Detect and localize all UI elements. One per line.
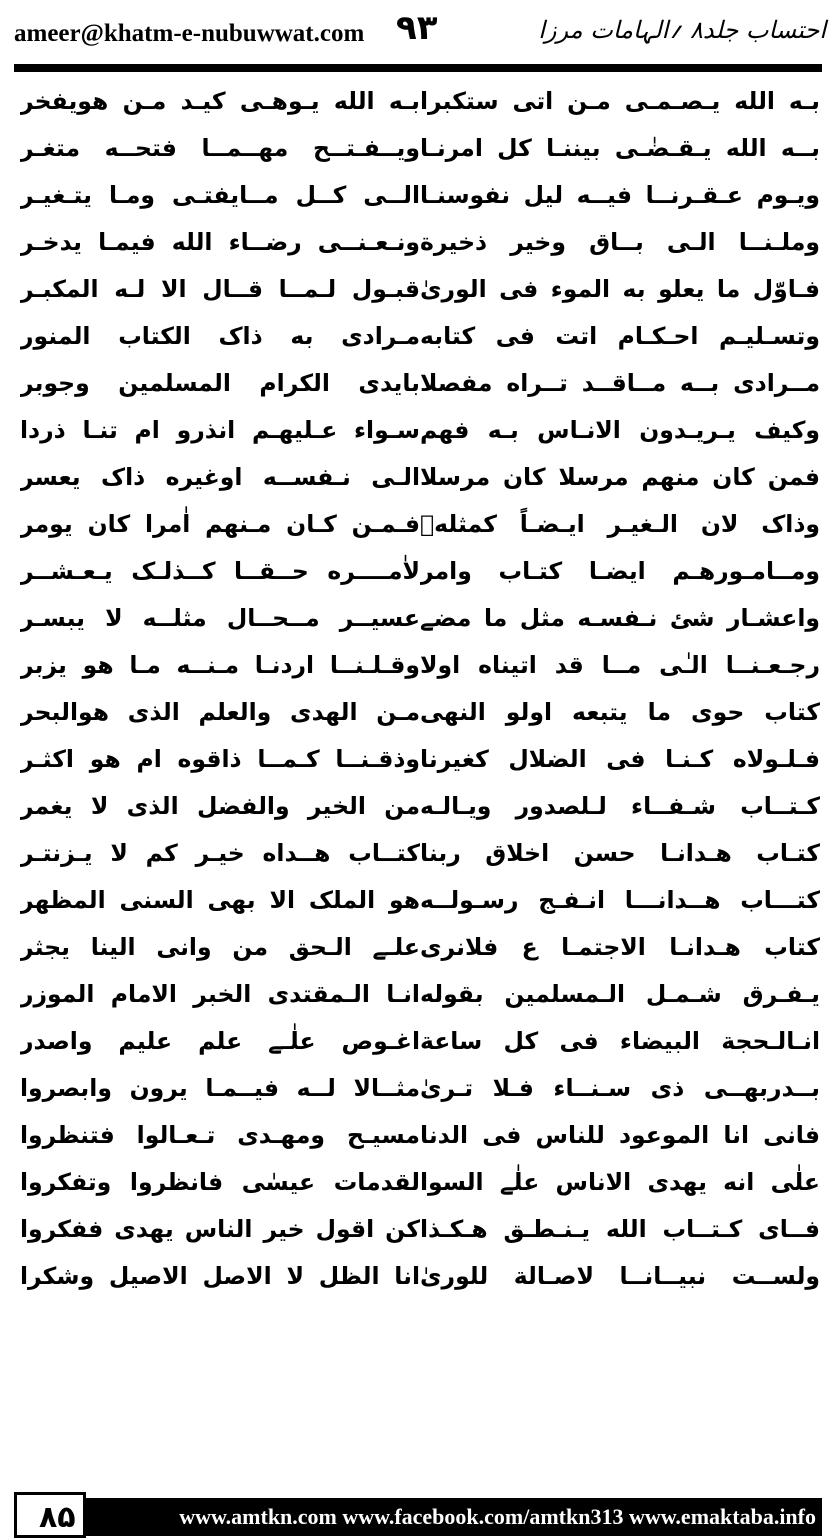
page-footer: [0, 1490, 840, 1540]
verse-line-right-8: وكيف يـريـدون الانـاس بـه فهم: [420, 416, 820, 444]
verse-line-right-22: بــدربهــى ذى سـنــاء فـلا تـرىٰ: [420, 1074, 820, 1102]
verse-line-right-9: فمن كان منهم مرسلا كان مرسلا: [420, 463, 820, 491]
verse-line-right-4: وملـنــا الـى بــاق وخير ذخيرة: [420, 228, 820, 256]
verse-line-left-25: كن اقول خير الناس يهدى ففكروا: [20, 1215, 420, 1243]
verse-line-right-24: علٰى انه يهدى الاناس علٰے السوا: [420, 1168, 820, 1196]
verse-line-left-6: مـرادى به ذاک الكتاب المنور: [20, 322, 420, 350]
verse-line-left-9: الـى نـفســه اوغيره ذاک يعسر: [20, 463, 420, 491]
verse-line-left-4: ونـعـنــى رضــاء الله فيمـا يدخـر: [20, 228, 420, 256]
header-rule: [14, 64, 822, 72]
verse-line-left-8: سـواء عـليهـم انذرو ام تنـا ذردا: [20, 416, 420, 444]
verse-line-left-24: لقدمات عيسٰى فانظروا وتفكروا: [20, 1168, 420, 1196]
verse-column-right: [420, 78, 820, 1300]
verse-line-right-16: كـتــاب شـفــاء لـلصدور ويـالـه: [420, 792, 820, 820]
verse-line-left-2: ويــفـتــح مهــمــا فتحــه متغـر: [20, 134, 420, 162]
verse-line-right-14: كتاب حوى ما يتبعه اولو النهى: [420, 698, 820, 726]
verse-column-left: [20, 78, 420, 1300]
verse-line-right-17: كتـاب هـدانـا حسن اخلاق ربنا: [420, 839, 820, 867]
verse-line-right-15: فـلـولاه كـنـا فى الضلال كغيرنا: [420, 745, 820, 773]
verse-line-right-18: كتـــاب هــدانـــا انـفـج رسـولــه: [420, 886, 820, 914]
verse-line-left-11: لاٰمــــره حــقــا كــذلـک يـعـشــر: [20, 557, 420, 585]
verse-line-left-19: علـے الـحق من وانى الينا يجثر: [20, 933, 420, 961]
verse-line-left-17: كتــاب هــداه خيـر كم لا يـزنتـر: [20, 839, 420, 867]
verse-line-right-2: بــه الله يـقـضٰـى بيننـا كل امرنـا: [420, 134, 820, 162]
verse-line-right-25: فــاى كـتــاب الله يـنـطـق هـكـذا: [420, 1215, 820, 1243]
verse-line-left-14: مـن الهدى والعلم الذى هوالبحر: [20, 698, 420, 726]
verse-line-left-7: بايدى الكرام المسلمين وجوبر: [20, 369, 420, 397]
verse-line-left-22: مثــالا لــه فيــمـا يرون وابصروا: [20, 1074, 420, 1102]
verse-line-right-1: بـه الله يـصـمـى مـن اتى ستكبرا: [420, 87, 820, 115]
verse-line-left-20: انـا الـمقتدى الخبر الامام الموزر: [20, 980, 420, 1008]
header-page-number: ۹۳: [396, 8, 438, 48]
verse-line-right-26: ولســت نبيــانــا لاصـالة للورىٰ: [420, 1262, 820, 1290]
footer-page-number: ۸۵: [39, 1500, 76, 1535]
verse-line-right-11: ومــامـورهـم ايضـا كتـاب وامر: [420, 557, 820, 585]
verse-line-left-5: قبـول لـمــا قــال الا لـه المكبـر: [20, 275, 420, 303]
verse-line-left-16: من الخير والفضل الذى لا يغمر: [20, 792, 420, 820]
verse-line-right-13: رجـعـنــا الـٰى مــا قد اتيناه اولا: [420, 651, 820, 679]
verse-line-right-12: واعشـار شئ نـفسـه مثل ما مضے: [420, 604, 820, 632]
verse-line-right-3: ويـوم عـقـرنــا فيــه ليل نفوسنـا: [420, 181, 820, 209]
verse-line-right-23: فانى انا الموعود للناس فى الدنا: [420, 1121, 820, 1149]
verse-line-left-23: مسيـح ومهـدى تـعـالوا فتنظروا: [20, 1121, 420, 1149]
verse-line-left-26: انا الظل لا الاصل الاصيل وشكرا: [20, 1262, 420, 1290]
verse-line-left-13: وقـلـنــا اردنـا مـنــه مـا هو يزبر: [20, 651, 420, 679]
verse-line-left-3: الــى كــل مــايفتـى ومـا يتـغيـر: [20, 181, 420, 209]
verse-line-right-20: يـفـرق شـمـل الـمسلمين بقوله: [420, 980, 820, 1008]
verse-line-right-10: وذاک لان الـغيـر ايـضـاً كمثلهٖ: [420, 510, 820, 538]
verse-line-left-21: اغـوص علٰـے علم عليم واصدر: [20, 1027, 420, 1055]
header-running-title: احتساب جلد۸ ؍الہامات مرزا: [538, 16, 826, 44]
verse-line-left-15: وذقـنــا كـمــا ذاقوه ام هو اكثـر: [20, 745, 420, 773]
verse-line-left-18: هو الملک الا بهى السنى المظهر: [20, 886, 420, 914]
page-header: [0, 0, 840, 72]
verse-line-right-21: انـالـحجة البيضاء فى كل ساعة: [420, 1027, 820, 1055]
verse-line-right-6: وتسـليـم احـكـام اتت فى كتابه: [420, 322, 820, 350]
verse-line-right-7: مــرادى بــه مــاقــد تــراه مفصلا: [420, 369, 820, 397]
verse-line-left-12: عسيــر مــحــال مثلــه لا يبسـر: [20, 604, 420, 632]
footer-page-box: [14, 1492, 86, 1538]
footer-links: www.amtkn.com www.facebook.com/amtkn313 www.emaktaba.info: [179, 1504, 816, 1529]
verse-line-left-10: فـمـن كـان مـنهم اٰمرا كان يومر: [20, 510, 420, 538]
verse-line-left-1: بـه الله يـوهـى كيـد مـن هويفخر: [20, 87, 420, 115]
verse-line-right-19: كتاب هـدانـا الاجتمـا ع فلانرى: [420, 933, 820, 961]
verse-line-right-5: فـاوّل ما يعلو به الموء فى الورىٰ: [420, 275, 820, 303]
header-email: ameer@khatm-e-nubuwwat.com: [14, 20, 365, 47]
